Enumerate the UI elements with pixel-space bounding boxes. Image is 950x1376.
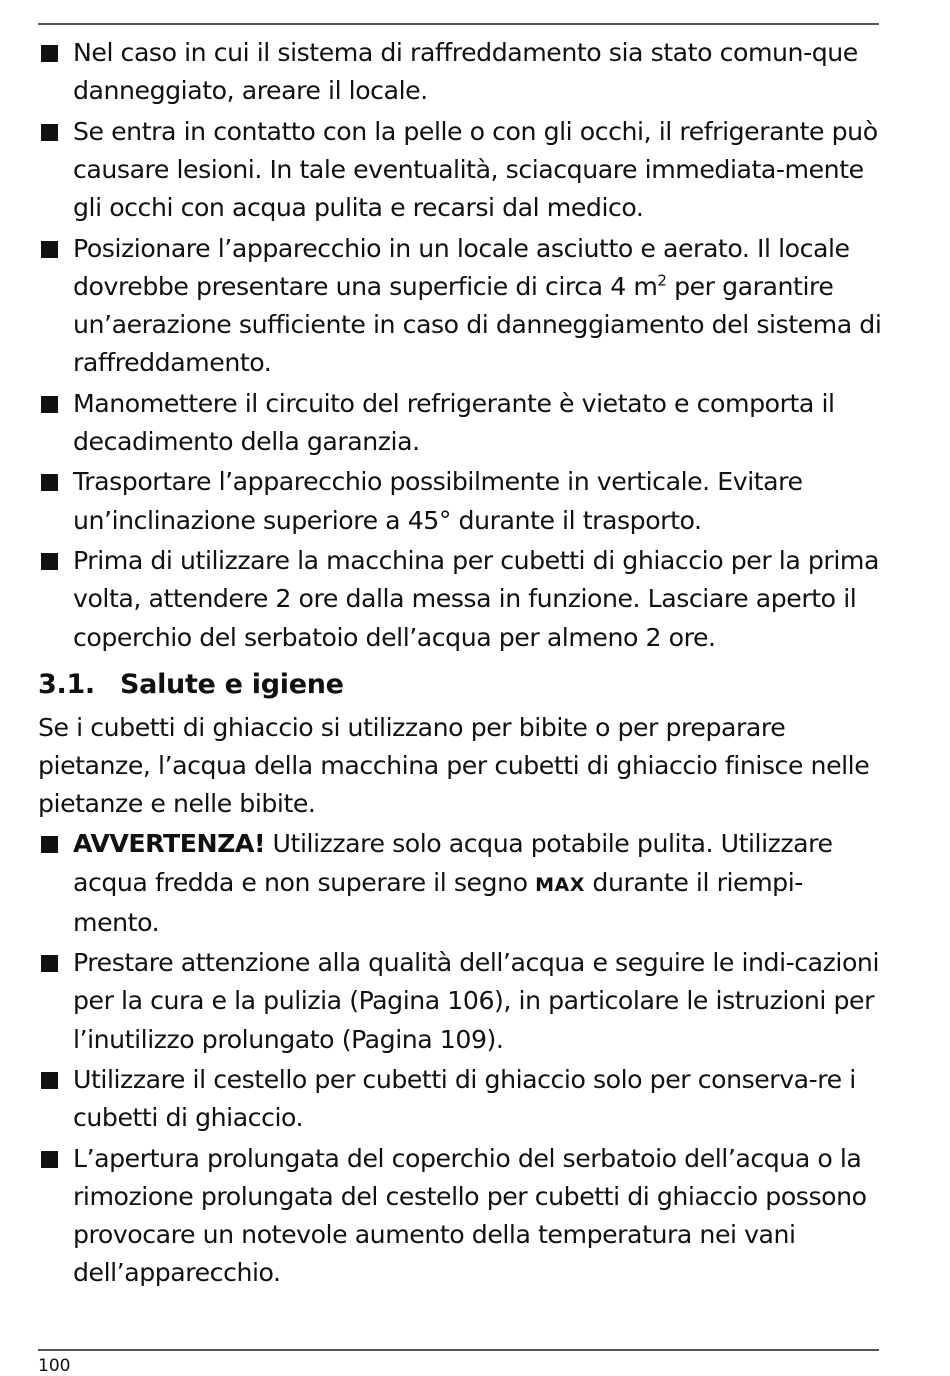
list-item-text: Manomettere il circuito del refrigerante è vietato e comporta il decadimento della garanzia.	[73, 388, 835, 456]
page-number: 100	[38, 1356, 71, 1376]
section-intro: Se i cubetti di ghiaccio si utilizzano per bibite o per preparare pietanze, l’acqua della macchina per cubetti di ghiaccio finisce nelle pietanze e nelle bibite.	[38, 712, 870, 819]
section-number: 3.1.	[38, 668, 95, 700]
square-bullet-icon	[41, 1072, 58, 1089]
list-item-text: Posizionare l’apparecchio in un locale asciutto e aerato. Il locale dovrebbe presentare una superficie di circa 4 m	[73, 233, 850, 301]
list-item	[38, 385, 883, 461]
list-item	[38, 230, 883, 383]
list-item-text: Prima di utilizzare la macchina per cubetti di ghiaccio per la prima volta, attendere 2 ore dalla messa in funzione. Lasciare aperto il coperchio del serbatoio dell’acqua per almeno 2 ore.	[73, 546, 879, 652]
list-item-text: Prestare attenzione alla qualità dell’acqua e seguire le indi-cazioni per la cura e la pulizia (Pagina 106), in particolare le istruzioni per l’inutilizzo prolungato (Pagina 109).	[73, 948, 879, 1054]
list-item	[38, 542, 883, 657]
hygiene-bullet-list	[38, 825, 883, 1292]
list-item	[38, 944, 883, 1059]
square-bullet-icon	[41, 474, 58, 491]
max-mark: MAX	[535, 873, 585, 896]
square-bullet-icon	[41, 1151, 58, 1168]
warning-item	[38, 825, 883, 942]
warning-text: Utilizzare solo acqua potabile pulita. Utilizzare acqua fredda e non superare il segno	[73, 829, 833, 897]
square-bullet-icon	[41, 124, 58, 141]
section-heading	[38, 666, 883, 704]
section-title: Salute e igiene	[120, 668, 344, 700]
list-item	[38, 34, 883, 110]
square-bullet-icon	[41, 836, 58, 853]
square-bullet-icon	[41, 396, 58, 413]
square-bullet-icon	[41, 955, 58, 972]
list-item-text: Se entra in contatto con la pelle o con gli occhi, il refrigerante può causare lesioni. In tale eventualità, sciacquare immediata-mente gli occhi con acqua pulita e recarsi dal medico.	[73, 116, 878, 223]
list-item-text: per garantire un’aerazione sufficiente in caso di danneggiamento del sistema di raffreddamento.	[73, 271, 882, 378]
square-bullet-icon	[41, 241, 58, 258]
list-item	[38, 1061, 883, 1137]
list-item	[38, 113, 883, 228]
list-item-text: Trasportare l’apparecchio possibilmente in verticale. Evitare un’inclinazione superiore a 45° durante il trasporto.	[73, 467, 803, 535]
bottom-rule	[38, 1349, 879, 1351]
safety-bullet-list	[38, 34, 883, 657]
list-item	[38, 1140, 883, 1293]
list-item-text: Utilizzare il cestello per cubetti di ghiaccio solo per conserva-re i cubetti di ghiaccio.	[73, 1065, 856, 1133]
superscript: 2	[657, 271, 667, 290]
list-item	[38, 463, 883, 539]
warning-text: durante il riempi-mento.	[73, 867, 803, 937]
warning-label: AVVERTENZA!	[73, 829, 265, 859]
page-content	[38, 34, 883, 1295]
square-bullet-icon	[41, 553, 58, 570]
square-bullet-icon	[41, 45, 58, 62]
list-item-text: L’apertura prolungata del coperchio del serbatoio dell’acqua o la rimozione prolungata del cestello per cubetti di ghiaccio possono provocare un notevole aumento della temperatura nei vani dell’apparecchio.	[73, 1143, 867, 1288]
list-item-text: Nel caso in cui il sistema di raffreddamento sia stato comun-que danneggiato, areare il locale.	[73, 38, 858, 106]
top-rule	[38, 23, 879, 25]
